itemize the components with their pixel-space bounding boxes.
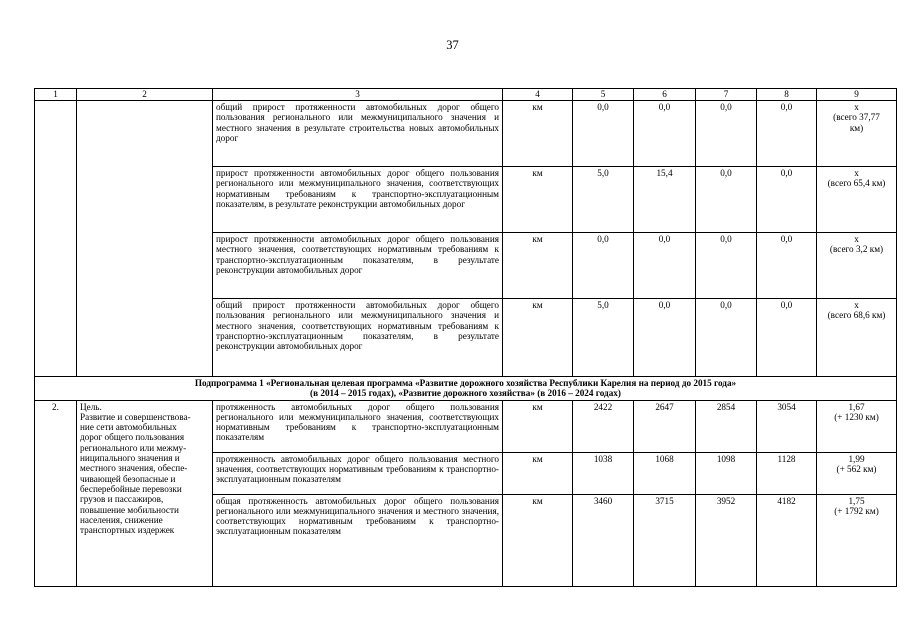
indicator-name: общая протяженность автомобильных дорог общего пользования регионального или межмуниципального значения и местного значения, соответствующих нормативным требованиям к транспортно-эксплуатационным показателям — [213, 494, 503, 586]
total-line: 1,67 — [848, 401, 865, 412]
goal-line: Цель. — [80, 401, 102, 412]
value-cell: 0,0 — [757, 167, 817, 233]
value-cell: 0,0 — [757, 233, 817, 299]
indicator-name: общий прирост протяженности автомобильных дорог общего пользования регионального или межмуниципального значения и местного значения в результате строительства новых автомобильных дорог — [213, 101, 503, 167]
value-cell: 0,0 — [757, 299, 817, 377]
value-cell: 1068 — [634, 452, 696, 494]
value-cell: 0,0 — [573, 101, 634, 167]
page-number: 37 — [446, 38, 459, 52]
value-cell: 0,0 — [634, 299, 696, 377]
total-line: км) — [849, 122, 864, 133]
total-line: (+ 1792 км) — [834, 505, 879, 516]
value-cell: 15,4 — [634, 167, 696, 233]
subprogram-title-line: Подпрограмма 1 «Региональная целевая программа «Развитие дорожного хозяйства Республики Карелия на период до 2015 года» — [194, 378, 737, 388]
goal-line: ниципального значения и — [80, 453, 180, 464]
header-cell: 2 — [77, 89, 213, 101]
table-row — [35, 101, 897, 167]
goal-line: повышение мобильности — [80, 504, 179, 515]
indicator-name: прирост протяженности автомобильных дорог общего пользования местного значения, соответствующих нормативным требованиям к транспортно-эксплуатационным показателям, в результате реконструкции автомобильных дорог — [213, 233, 503, 299]
total-line: (+ 562 км) — [836, 463, 877, 474]
value-cell: 0,0 — [634, 101, 696, 167]
header-cell: 8 — [757, 89, 817, 101]
total-cell — [817, 299, 897, 377]
value-cell: 2647 — [634, 400, 696, 452]
value-cell: 0,0 — [696, 167, 757, 233]
goal-line: Развитие и совершенствова- — [80, 411, 191, 422]
unit-cell: км — [503, 299, 573, 377]
unit-cell: км — [503, 167, 573, 233]
value-cell: 3715 — [634, 494, 696, 586]
total-cell — [817, 233, 897, 299]
value-cell: 0,0 — [634, 233, 696, 299]
goal-description — [77, 400, 213, 586]
value-cell: 1098 — [696, 452, 757, 494]
total-line: (всего 37,77 — [833, 112, 880, 123]
unit-cell: км — [503, 400, 573, 452]
goal-line: транспортных издержек — [80, 525, 175, 536]
value-cell: 4182 — [757, 494, 817, 586]
total-line: х — [854, 234, 859, 244]
unit-cell: км — [503, 101, 573, 167]
header-cell: 7 — [696, 89, 757, 101]
value-cell: 2422 — [573, 400, 634, 452]
value-cell: 1128 — [757, 452, 817, 494]
total-line: (всего 65,4 км) — [827, 178, 886, 189]
total-line: 1,75 — [848, 495, 865, 506]
total-line: (всего 68,6 км) — [827, 310, 886, 321]
header-cell: 9 — [817, 89, 897, 101]
indicator-name: общий прирост протяженности автомобильных дорог общего пользования регионального или межмуниципального значения и местного значения, соответствующих нормативным требованиям к транспортно-эксплуатационным показателям, в результате реконструкции автомобильных дорог — [213, 299, 503, 377]
goal-line: населения, снижение — [80, 514, 163, 525]
goal-line: чивающей безопасные и — [80, 473, 176, 484]
value-cell: 5,0 — [573, 299, 634, 377]
total-line: х — [854, 168, 859, 178]
header-cell: 5 — [573, 89, 634, 101]
total-cell — [817, 494, 897, 586]
goal-line: грузов и пассажиров, — [80, 494, 164, 505]
value-cell: 0,0 — [696, 299, 757, 377]
value-cell: 3054 — [757, 400, 817, 452]
total-line: х — [854, 300, 859, 310]
total-cell — [817, 452, 897, 494]
total-line: 1,99 — [848, 453, 865, 464]
goal-line: дорог общего пользования — [80, 432, 185, 443]
value-cell: 2854 — [696, 400, 757, 452]
subprogram-title — [35, 377, 897, 401]
header-cell: 3 — [213, 89, 503, 101]
header-cell: 1 — [35, 89, 77, 101]
total-cell — [817, 167, 897, 233]
unit-cell: км — [503, 494, 573, 586]
indicator-name: протяженность автомобильных дорог общего пользования регионального или межмуниципального значения, соответствующих нормативным требованиям к транспортно-эксплуатационным показателям — [213, 400, 503, 452]
table-row — [35, 400, 897, 452]
goal-number: 2. — [35, 400, 77, 586]
value-cell: 0,0 — [696, 233, 757, 299]
value-cell: 3952 — [696, 494, 757, 586]
value-cell: 3460 — [573, 494, 634, 586]
unit-cell: км — [503, 233, 573, 299]
value-cell: 1038 — [573, 452, 634, 494]
value-cell: 0,0 — [573, 233, 634, 299]
total-cell — [817, 101, 897, 167]
subprogram-title-line: (в 2014 – 2015 годах), «Развитие дорожного хозяйства» (в 2016 – 2024 годах) — [310, 388, 621, 399]
empty-number-cell — [35, 101, 77, 377]
header-cell: 4 — [503, 89, 573, 101]
total-line: (+ 1230 км) — [834, 411, 879, 422]
indicator-name: прирост протяженности автомобильных дорог общего пользования регионального или межмуниципального значения, соответствующих нормативным требованиям к транспортно-эксплуатационным показателям, в результате реконструкции автомобильных дорог — [213, 167, 503, 233]
total-cell — [817, 400, 897, 452]
subprogram-row — [35, 377, 897, 401]
total-line: х — [854, 102, 859, 112]
goal-line: бесперебойные перевозки — [80, 483, 182, 494]
goal-line: местного значения, обеспе- — [80, 463, 188, 474]
indicator-name: протяженность автомобильных дорог общего пользования местного значения, соответствующих нормативным требованиям к транспортно-эксплуатационным показателям — [213, 452, 503, 494]
goal-line: регионального или межму- — [80, 442, 187, 453]
header-cell: 6 — [634, 89, 696, 101]
value-cell: 0,0 — [757, 101, 817, 167]
empty-goal-cell — [77, 101, 213, 377]
value-cell: 0,0 — [696, 101, 757, 167]
unit-cell: км — [503, 452, 573, 494]
indicators-table — [34, 88, 897, 587]
value-cell: 5,0 — [573, 167, 634, 233]
goal-line: ние сети автомобильных — [80, 422, 177, 433]
header-row — [35, 89, 897, 101]
total-line: (всего 3,2 км) — [829, 244, 884, 255]
